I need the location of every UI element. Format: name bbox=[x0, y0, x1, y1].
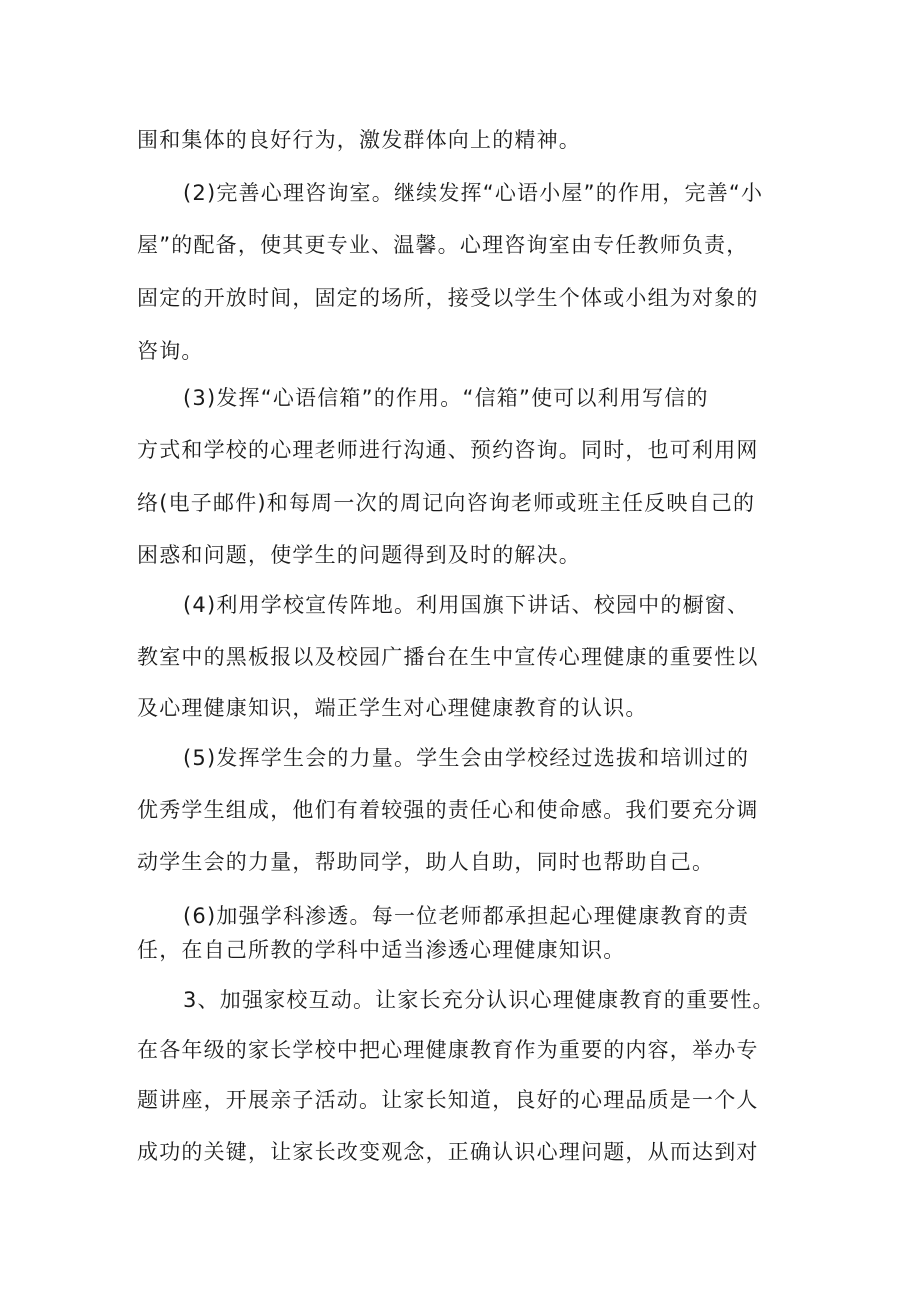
text-line: 络(电子邮件)和每周一次的周记向咨询老师或班主任反映自己的 bbox=[137, 491, 756, 515]
text-line: 屋”的配备，使其更专业、温馨。心理咨询室由专任教师负责， bbox=[137, 233, 749, 257]
text-line: 方式和学校的心理老师进行沟通、预约咨询。同时，也可利用网 bbox=[137, 438, 759, 462]
text-line: 围和集体的良好行为，激发群体向上的精神。 bbox=[137, 128, 581, 152]
text-line: 动学生会的力量，帮助同学，助人自助，同时也帮助自己。 bbox=[137, 850, 715, 874]
text-line: (6)加强学科渗透。每一位老师都承担起心理健康教育的责 bbox=[183, 904, 750, 928]
text-line: (2)完善心理咨询室。继续发挥“心语小屋”的作用，完善“小 bbox=[183, 181, 764, 205]
text-line: 任，在自己所教的学科中适当渗透心理健康知识。 bbox=[137, 938, 626, 962]
text-line: 优秀学生组成，他们有着较强的责任心和使命感。我们要充分调 bbox=[137, 798, 759, 822]
text-line: 咨询。 bbox=[137, 339, 204, 363]
text-line: 及心理健康知识，端正学生对心理健康教育的认识。 bbox=[137, 696, 648, 720]
text-line: 3、加强家校互动。让家长充分认识心理健康教育的重要性。 bbox=[183, 988, 775, 1012]
text-line: (3)发挥“心语信箱”的作用。“信箱”使可以利用写信的 bbox=[183, 386, 709, 410]
text-line: 题讲座，开展亲子活动。让家长知道，良好的心理品质是一个人 bbox=[137, 1088, 759, 1112]
text-line: 固定的开放时间，固定的场所，接受以学生个体或小组为对象的 bbox=[137, 286, 759, 310]
text-line: (5)发挥学生会的力量。学生会由学校经过选拔和培训过的 bbox=[183, 746, 750, 770]
text-line: (4)利用学校宣传阵地。利用国旗下讲话、校园中的橱窗、 bbox=[183, 593, 750, 617]
text-line: 成功的关键，让家长改变观念，正确认识心理问题，从而达到对 bbox=[137, 1140, 759, 1164]
text-line: 困惑和问题，使学生的问题得到及时的解决。 bbox=[137, 543, 581, 567]
text-line: 在各年级的家长学校中把心理健康教育作为重要的内容，举办专 bbox=[137, 1038, 759, 1062]
text-line: 教室中的黑板报以及校园广播台在生中宣传心理健康的重要性以 bbox=[137, 645, 759, 669]
